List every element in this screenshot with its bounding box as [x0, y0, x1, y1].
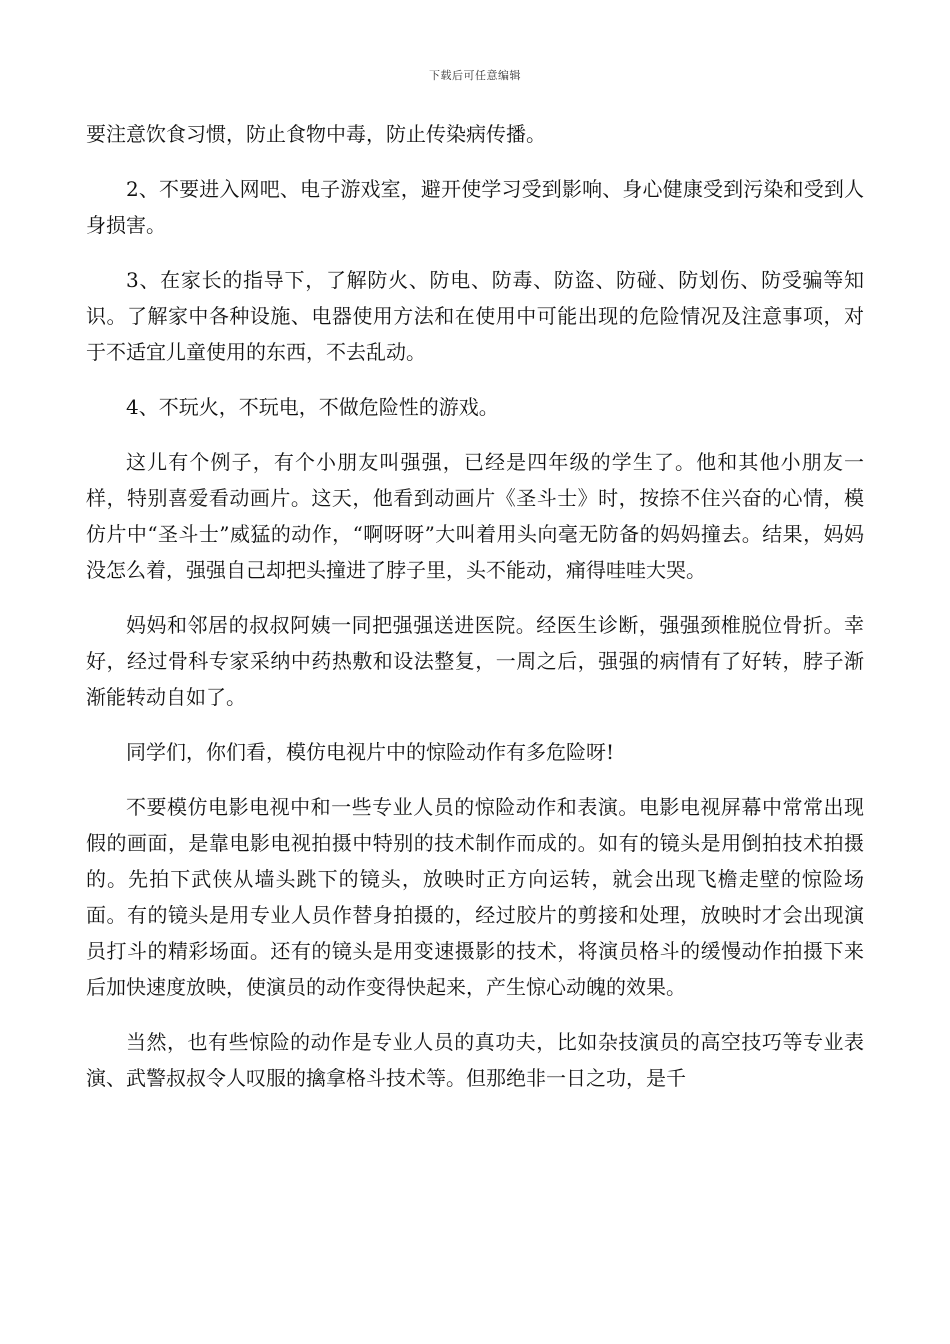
paragraph-item-2: 2、不要进入网吧、电子游戏室，避开使学习受到影响、身心健康受到污染和受到人身损害。	[86, 177, 864, 237]
paragraph-example: 这儿有个例子，有个小朋友叫强强，已经是四年级的学生了。他和其他小朋友一样，特别喜爱看动画片。这天，他看到动画片《圣斗士》时，按捺不住兴奋的心情，模仿片中“圣斗士”威猛的动作，“啊呀呀”大叫着用头向毫无防备的妈妈撞去。结果，妈妈没怎么着，强强自己却把头撞进了脖子里，头不能动，痛得哇哇大哭。	[86, 450, 864, 582]
paragraph-item-4: 4、不玩火，不玩电，不做危险性的游戏。	[126, 395, 499, 419]
paragraph-hospital: 妈妈和邻居的叔叔阿姨一同把强强送进医院。经医生诊断，强强颈椎脱位骨折。幸好，经过骨科专家采纳中药热敷和设法整复，一周之后，强强的病情有了好转，脖子渐渐能转动自如了。	[86, 613, 864, 709]
paragraph-item-3: 3、在家长的指导下，了解防火、防电、防毒、防盗、防碰、防划伤、防受骗等知识。了解家中各种设施、电器使用方法和在使用中可能出现的危险情况及注意事项，对于不适宜儿童使用的东西，不去乱动。	[86, 268, 864, 364]
paragraph-real-skills: 当然，也有些惊险的动作是专业人员的真功夫，比如杂技演员的高空技巧等专业表演、武警叔叔令人叹服的擒拿格斗技术等。但那绝非一日之功，是千	[86, 1030, 864, 1090]
paragraph-warning: 同学们，你们看，模仿电视片中的惊险动作有多危险呀!	[126, 740, 615, 764]
paragraph-film-tricks: 不要模仿电影电视中和一些专业人员的惊险动作和表演。电影电视屏幕中常常出现假的画面，是靠电影电视拍摄中特别的技术制作而成的。如有的镜头是用倒拍技术拍摄的。先拍下武侠从墙头跳下的镜头，放映时正方向运转，就会出现飞檐走壁的惊险场面。有的镜头是用专业人员作替身拍摄的，经过胶片的剪接和处理，放映时才会出现演员打斗的精彩场面。还有的镜头是用变速摄影的技术，将演员格斗的缓慢动作拍摄下来后加快速度放映，使演员的动作变得快起来，产生惊心动魄的效果。	[86, 795, 864, 999]
document-body	[86, 116, 864, 1115]
paragraph-continuation: 要注意饮食习惯，防止食物中毒，防止传染病传播。	[86, 122, 546, 146]
page-header: 下载后可任意编辑	[429, 69, 521, 82]
